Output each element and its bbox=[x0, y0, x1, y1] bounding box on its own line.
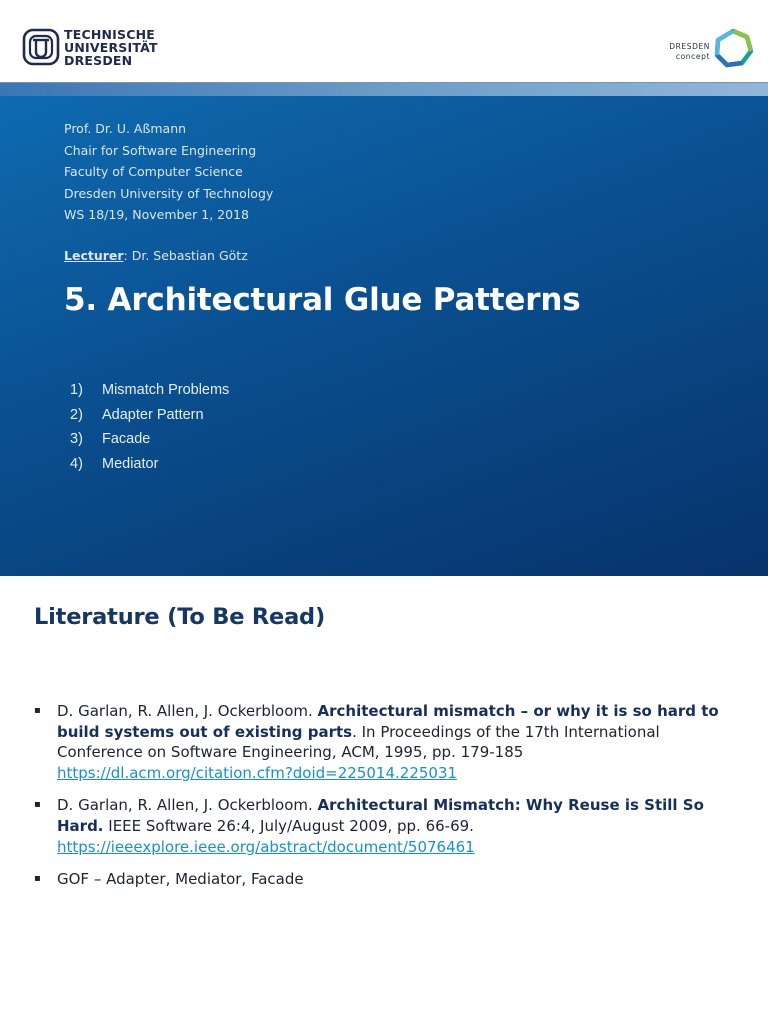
bullet-icon: ▪ bbox=[34, 799, 41, 811]
outline-number: 4) bbox=[70, 455, 83, 472]
concept-line: DRESDEN bbox=[669, 42, 710, 51]
outline-text: Adapter Pattern bbox=[102, 406, 204, 423]
reference-item bbox=[34, 869, 744, 890]
bullet-icon: ▪ bbox=[34, 705, 41, 716]
outline-item bbox=[70, 378, 229, 403]
concept-line: concept bbox=[675, 52, 710, 61]
university-name-line: DRESDEN bbox=[64, 53, 133, 68]
reference-link[interactable]: https://dl.acm.org/citation.cfm?doid=225014.225031 bbox=[57, 763, 458, 782]
outline-number: 1) bbox=[70, 382, 83, 398]
outline-text: Mediator bbox=[102, 455, 159, 472]
outline-item bbox=[70, 452, 229, 477]
tud-logo-icon bbox=[22, 28, 60, 66]
lecturer-name: : Dr. Sebastian Götz bbox=[123, 248, 248, 263]
reference-item bbox=[34, 795, 744, 857]
page-header bbox=[0, 0, 768, 82]
author-info bbox=[64, 118, 273, 226]
outline-item bbox=[70, 403, 229, 428]
reference-title: Architectural mismatch – or why it is so hard to build systems out of existing parts bbox=[57, 702, 719, 741]
reference-authors: D. Garlan, R. Allen, J. Ockerbloom. bbox=[57, 796, 318, 815]
dresden-concept-ring-icon bbox=[713, 28, 753, 68]
outline-text: Mismatch Problems bbox=[102, 382, 230, 398]
reference-authors: D. Garlan, R. Allen, J. Ockerbloom. bbox=[57, 702, 318, 720]
university-name bbox=[64, 28, 158, 67]
header-strip bbox=[0, 83, 768, 96]
reference-title: Architectural Mismatch: Why Reuse is Still So Hard. bbox=[57, 796, 704, 835]
date-line: WS 18/19, November 1, 2018 bbox=[64, 207, 249, 223]
author-line: Dresden University of Technology bbox=[64, 185, 274, 201]
lecturer-line bbox=[64, 248, 248, 263]
university-name-line: TECHNISCHE bbox=[64, 27, 155, 42]
lecturer-label: Lecturer bbox=[64, 248, 124, 263]
title-slide bbox=[0, 96, 768, 576]
reference-item bbox=[34, 701, 744, 783]
outline-number: 3) bbox=[70, 431, 83, 448]
university-name-line: UNIVERSITÄT bbox=[64, 40, 158, 55]
outline-number: 2) bbox=[70, 406, 83, 423]
bullet-icon: ▪ bbox=[34, 873, 41, 885]
outline-text: Facade bbox=[102, 431, 151, 448]
reference-venue: . In Proceedings of the 17th International Conference on Software Engineering, ACM, 1995, pp. 179-185 bbox=[57, 722, 660, 762]
dresden-concept-text bbox=[664, 42, 710, 62]
author-line: Faculty of Computer Science bbox=[64, 164, 243, 180]
author-line: Chair for Software Engineering bbox=[64, 142, 257, 158]
outline-list bbox=[70, 378, 229, 476]
reference-venue: IEEE Software 26:4, July/August 2009, pp. 66-69. bbox=[103, 816, 474, 835]
reference-link[interactable]: https://ieeexplore.ieee.org/abstract/document/5076461 bbox=[57, 837, 475, 856]
literature-heading: Literature (To Be Read) bbox=[34, 604, 326, 630]
author-line: Prof. Dr. U. Aßmann bbox=[64, 121, 187, 136]
outline-item bbox=[70, 427, 229, 452]
reference-authors: GOF – Adapter, Mediator, Facade bbox=[57, 870, 304, 889]
reference-list bbox=[34, 701, 744, 902]
slide-title: 5. Architectural Glue Patterns bbox=[64, 282, 581, 318]
